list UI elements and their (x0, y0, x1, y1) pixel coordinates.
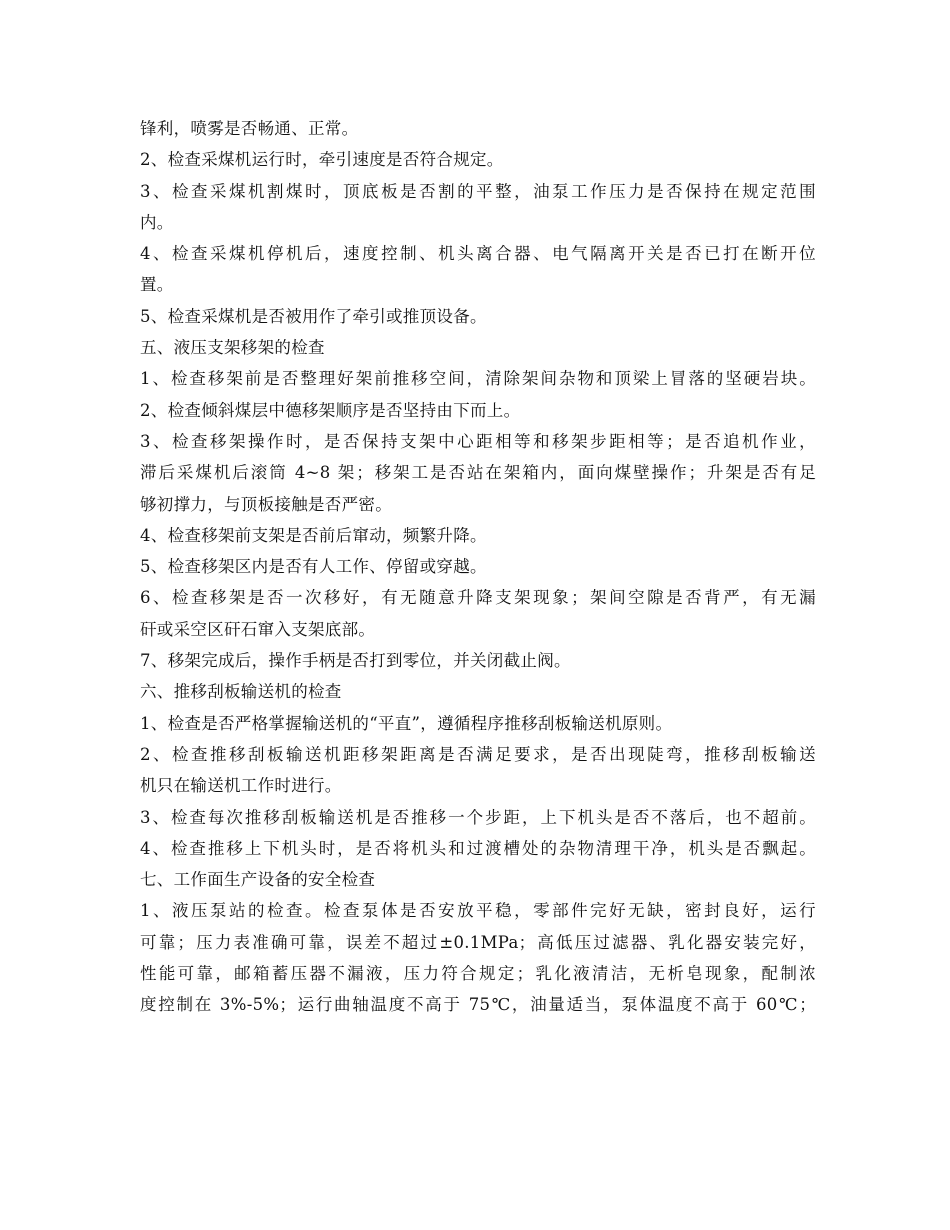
text-line: 6、检查移架是否一次移好，有无随意升降支架现象；架间空隙是否背严，有无漏 (140, 588, 816, 608)
text-line: 度控制在 3%-5%；运行曲轴温度不高于 75℃，油量适当，泵体温度不高于 60℃； (140, 995, 816, 1015)
section-heading: 五、液压支架移架的检查 (140, 338, 325, 358)
text-line: 3、检查移架操作时，是否保持支架中心距相等和移架步距相等；是否追机作业， (140, 431, 816, 451)
text-line: 2、检查推移刮板输送机距移架距离是否满足要求，是否出现陡弯，推移刮板输送 (140, 744, 816, 764)
body-text (140, 113, 816, 1021)
text-line: 7、移架完成后，操作手柄是否打到零位，并关闭截止阀。 (140, 651, 571, 671)
text-line: 1、液压泵站的检查。检查泵体是否安放平稳，零部件完好无缺，密封良好，运行 (140, 901, 816, 921)
text-line: 置。 (140, 275, 174, 295)
text-line: 4、检查移架前支架是否前后窜动，频繁升降。 (140, 525, 487, 545)
text-line: 锋利，喷雾是否畅通、正常。 (140, 119, 359, 138)
text-line: 滞后采煤机后滚筒 4~8 架；移架工是否站在架箱内，面向煤壁操作；升架是否有足 (140, 463, 816, 483)
text-line: 机只在输送机工作时进行。 (140, 776, 342, 796)
text-line: 3、检查采煤机割煤时，顶底板是否割的平整，油泵工作压力是否保持在规定范围 (140, 181, 816, 201)
text-line: 矸或采空区矸石窜入支架底部。 (140, 619, 376, 639)
text-line: 够初撑力，与顶板接触是否严密。 (140, 494, 392, 514)
text-line: 4、检查采煤机停机后，速度控制、机头离合器、电气隔离开关是否已打在断开位 (140, 244, 816, 264)
text-line: 5、检查采煤机是否被用作了牵引或推顶设备。 (140, 306, 487, 326)
section-heading: 七、工作面生产设备的安全检查 (140, 870, 376, 890)
text-line: 3、检查每次推移刮板输送机是否推移一个步距，上下机头是否不落后，也不超前。 (140, 807, 816, 827)
text-line: 4、检查推移上下机头时，是否将机头和过渡槽处的杂物清理干净，机头是否飘起。 (140, 838, 816, 858)
section-heading: 六、推移刮板输送机的检查 (140, 682, 342, 702)
text-line: 5、检查移架区内是否有人工作、停留或穿越。 (140, 557, 487, 577)
text-line: 2、检查采煤机运行时，牵引速度是否符合规定。 (140, 150, 504, 170)
text-line: 1、检查是否严格掌握输送机的“平直”，遵循程序推移刮板输送机原则。 (140, 713, 673, 733)
text-line: 2、检查倾斜煤层中德移架顺序是否坚持由下而上。 (140, 400, 521, 420)
text-line: 性能可靠，邮箱蓄压器不漏液，压力符合规定；乳化液清洁，无析皂现象，配制浓 (140, 964, 816, 984)
text-line: 1、检查移架前是否整理好架前推移空间，清除架间杂物和顶梁上冒落的坚硬岩块。 (140, 369, 816, 389)
text-line: 内。 (140, 212, 174, 232)
text-line: 可靠；压力表准确可靠，误差不超过±0.1MPa；高低压过滤器、乳化器安装完好， (140, 932, 816, 952)
